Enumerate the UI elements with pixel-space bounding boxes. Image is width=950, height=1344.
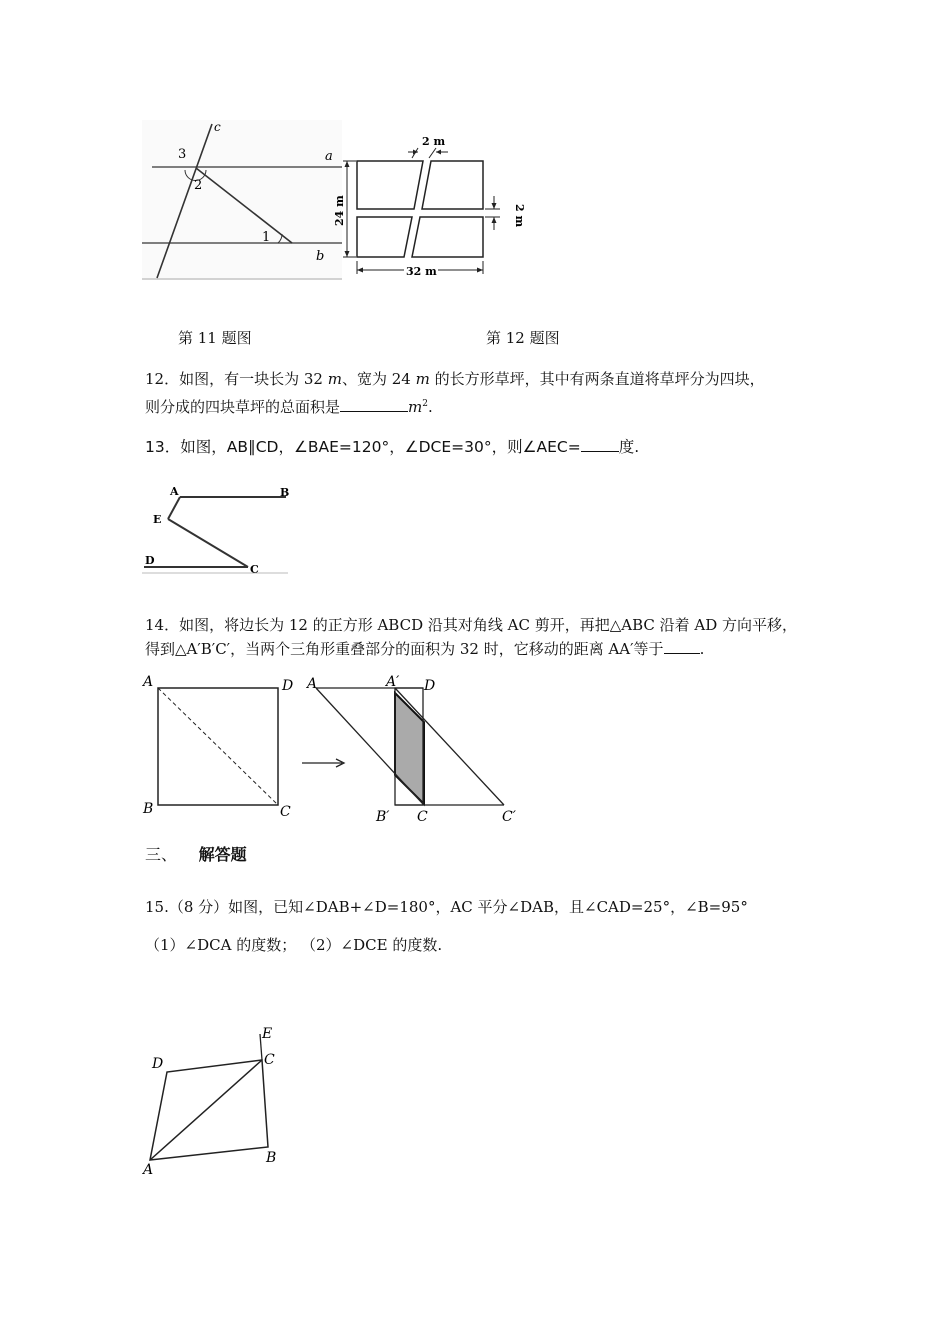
label-a: a	[325, 149, 333, 164]
figure-11	[140, 118, 345, 288]
q12-text-a: 12．如图，有一块长为 32	[145, 370, 328, 388]
q12-line2	[145, 393, 433, 418]
label-B: B	[266, 1150, 277, 1166]
section-number: 三、	[145, 845, 178, 864]
figure-12	[330, 130, 530, 285]
q12-unit-m1: m	[327, 370, 342, 388]
q12-unit: m	[408, 398, 423, 416]
label-C-right: C	[417, 809, 428, 825]
q13-answer-blank[interactable]	[581, 437, 619, 452]
label-c: c	[214, 120, 221, 134]
q12-sup: 2	[422, 399, 428, 409]
figure-15	[140, 1022, 290, 1182]
q12-unit-m2: m	[415, 370, 430, 388]
label-b: b	[316, 249, 325, 264]
label-A: A	[170, 485, 179, 498]
dim-road-right: 2 m	[513, 204, 526, 228]
section-heading	[145, 843, 247, 867]
label-2: 2	[194, 178, 203, 193]
label-D: D	[152, 1056, 164, 1072]
q14-line1: 14．如图，将边长为 12 的正方形 ABCD 沿其对角线 AC 剪开，再把△ABC 沿着 AD 方向平移，	[145, 616, 798, 634]
label-B: B	[280, 486, 290, 499]
label-E: E	[153, 513, 162, 526]
label-C-left: C	[280, 804, 291, 820]
label-E: E	[262, 1026, 273, 1042]
dim-road-top: 2 m	[422, 135, 446, 148]
dim-width: 32 m	[406, 265, 437, 278]
q14-text: 得到△A′B′C′，当两个三角形重叠部分的面积为 32 时，它移动的距离 AA′等于	[145, 640, 664, 658]
q13-text: 13．如图，AB∥CD，∠BAE=120°，∠DCE=30°，则∠AEC=	[145, 438, 581, 456]
label-B-left: B	[143, 801, 154, 817]
q12-text-c: 的长方形草坪，其中有两条直道将草坪分为四块，	[429, 370, 765, 388]
label-D: D	[145, 554, 155, 567]
label-3: 3	[178, 147, 187, 162]
label-1: 1	[262, 230, 271, 245]
q12-answer-blank[interactable]	[340, 397, 408, 412]
caption-fig11: 第 11 题图	[178, 329, 252, 347]
dim-height: 24 m	[333, 195, 346, 226]
label-D-right: D	[424, 678, 436, 694]
caption-fig12: 第 12 题图	[486, 329, 560, 347]
label-A-right: A	[307, 676, 318, 692]
label-C: C	[250, 563, 259, 576]
q14-line2	[145, 638, 704, 660]
label-A-left: A	[143, 674, 154, 690]
q14-end: .	[699, 640, 705, 658]
label-D-left: D	[282, 678, 294, 694]
figure-13	[140, 480, 290, 580]
q12-text-b: 、宽为 24	[341, 370, 416, 388]
q13-line	[145, 436, 639, 458]
section-title: 解答题	[198, 845, 247, 864]
label-Cprime: C′	[502, 809, 516, 825]
q15-line1: 15.（8 分）如图，已知∠DAB+∠D=180°，AC 平分∠DAB，且∠CAD=25°，∠B=95°	[145, 898, 748, 916]
label-A: A	[143, 1162, 154, 1178]
q12-line1	[145, 368, 765, 390]
label-Aprime: A′	[386, 674, 400, 690]
q12-end: .	[427, 398, 433, 416]
q14-answer-blank[interactable]	[664, 639, 700, 654]
label-Bprime: B′	[376, 809, 390, 825]
q13-unit: 度.	[618, 438, 640, 456]
q15-line2: （1）∠DCA 的度数； （2）∠DCE 的度数.	[145, 936, 443, 954]
label-C: C	[264, 1052, 275, 1068]
q12-text-d: 则分成的四块草坪的总面积是	[145, 398, 341, 416]
figure-14	[140, 670, 530, 830]
